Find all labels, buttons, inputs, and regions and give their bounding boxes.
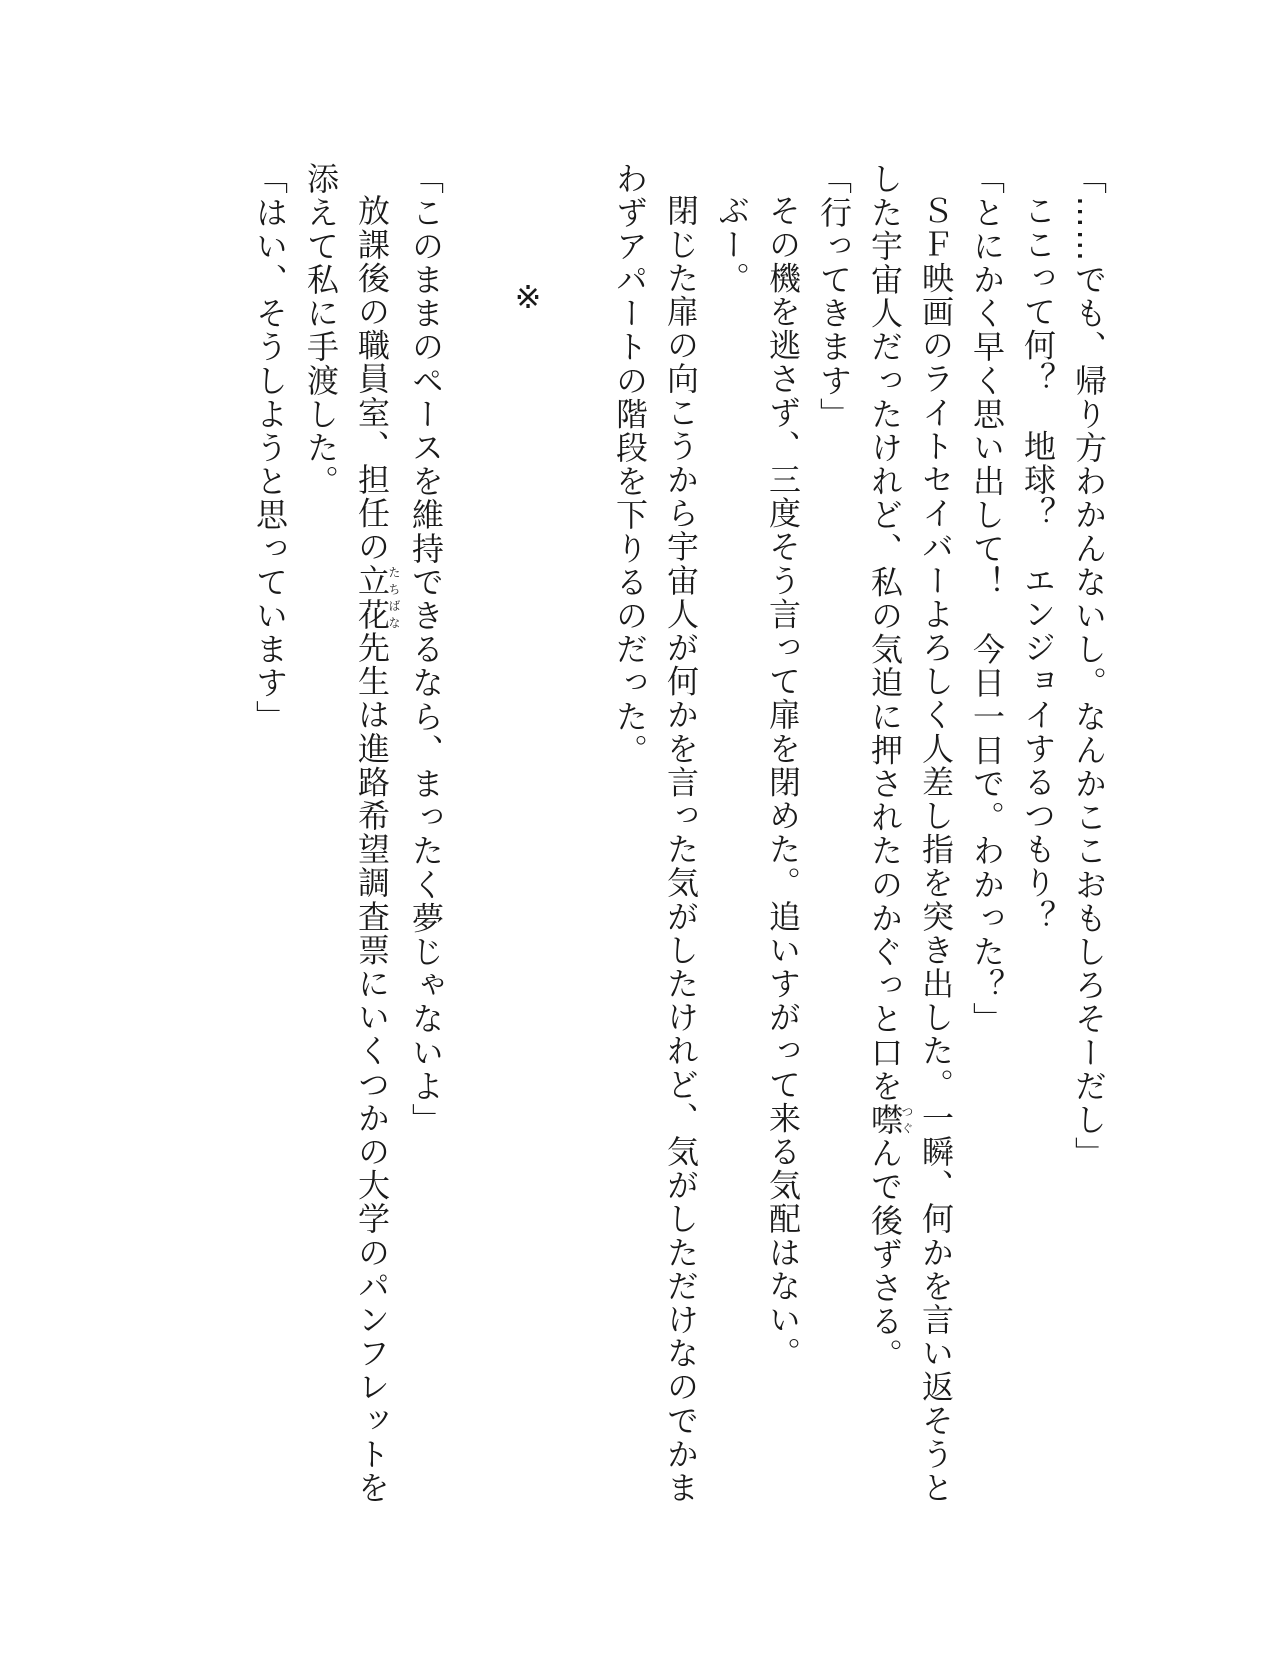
narration-line: その機を逃さず、三度そう言って扉を閉めた。追いすがって来る気配はない。 <box>764 194 802 1370</box>
ruby-base: 立花 <box>353 563 391 631</box>
paragraph-7 <box>706 162 757 1532</box>
dialogue-line: 「……でも、帰り方わかんないし。なんかここおもしろそーだし」 <box>1070 162 1108 1170</box>
vertical-text-block <box>244 162 1114 1532</box>
paragraph-5 <box>808 162 859 1532</box>
ruby-tsugu <box>866 1102 914 1137</box>
separator-mark: ※ <box>509 278 547 318</box>
paragraph-4 <box>859 162 961 1532</box>
ruby-tachibana <box>353 563 401 631</box>
dialogue-line: 「とにかく早く思い出して！ 今日一日で。わかった？」 <box>968 162 1006 1036</box>
scene-separator <box>502 162 553 1532</box>
dialogue-line: 「行ってきます」 <box>815 162 853 431</box>
ruby-reading: つぐ <box>900 1102 914 1137</box>
paragraph-10 <box>295 162 400 1532</box>
paragraph-6 <box>757 162 808 1532</box>
paragraph-1 <box>1063 162 1114 1532</box>
ruby-base: 噤 <box>866 1102 904 1137</box>
narration-line: ぶー。 <box>713 194 751 295</box>
paragraph-11 <box>244 162 295 1532</box>
narration-line: ＳＦ映画のライトセイバーよろしく人差し指を突き出した。一瞬、何かを言い返そうとした宇宙人だったけれど、私の気迫に押されたのかぐっと口を <box>866 162 955 1505</box>
blank-line <box>451 162 502 1532</box>
blank-line <box>553 162 604 1532</box>
narration-line: ここって何？ 地球？ エンジョイするつもり？ <box>1019 194 1057 934</box>
paragraph-2 <box>1012 162 1063 1532</box>
narration-line: 放課後の職員室、担任の <box>353 194 391 564</box>
narration-tail: んで後ずさる。 <box>866 1136 904 1372</box>
narration-line: 閉じた扉の向こうから宇宙人が何かを言った気がしたけれど、気がしただけなのでかまわずアパートの階段を下りるのだった。 <box>611 162 700 1505</box>
dialogue-line: 「このままのペースを維持できるなら、まったく夢じゃないよ」 <box>407 162 445 1137</box>
narration-tail: 先生は進路希望調査票にいくつかの大学のパンフレットを添えて私に手渡した。 <box>302 162 391 1505</box>
dialogue-line: 「はい、そうしようと思っています」 <box>251 162 289 734</box>
paragraph-8 <box>604 162 706 1532</box>
paragraph-3 <box>961 162 1012 1532</box>
paragraph-9 <box>400 162 451 1532</box>
ruby-reading: たちばな <box>387 563 401 631</box>
